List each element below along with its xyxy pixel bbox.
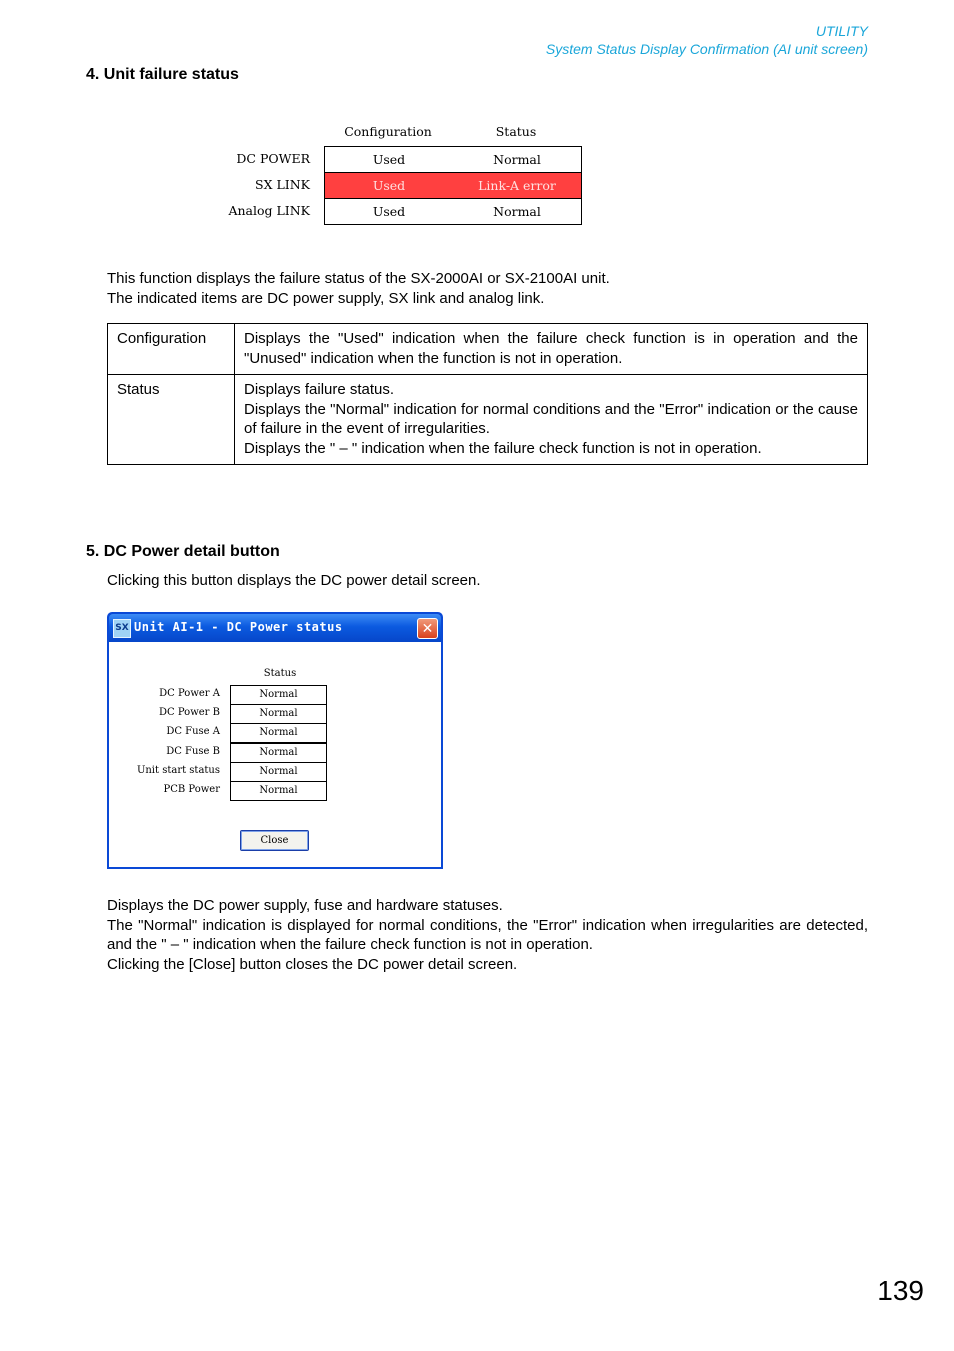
- status-column-header: Status: [495, 124, 537, 139]
- dc-power-status-dialog: [107, 612, 443, 869]
- row-label-dc-power: DC POWER: [236, 151, 310, 166]
- configuration-cell: Used: [372, 204, 406, 219]
- item-label-dc-power-a: DC Power A: [159, 688, 220, 699]
- row-label-analog-link: Analog LINK: [228, 203, 310, 218]
- intro-line: This function displays the failure status of the SX-2000AI or SX-2100AI unit.: [107, 270, 610, 287]
- description-line: The "Normal" indication is displayed for normal conditions, the "Error" indication when irregularities are detected, and the " – " indication when the failure check function is not in operation.: [107, 916, 868, 953]
- section-5-title: 5. DC Power detail button: [86, 543, 280, 560]
- header-subsection: System Status Display Confirmation (AI unit screen): [545, 41, 868, 57]
- section-5-intro: Clicking this button displays the DC power detail screen.: [107, 572, 481, 589]
- item-label-pcb-power: PCB Power: [163, 784, 220, 795]
- status-row-sx-link-error: [325, 172, 581, 198]
- close-icon[interactable]: ✕: [417, 618, 438, 639]
- description-line: Displays the DC power supply, fuse and hardware statuses.: [107, 897, 503, 914]
- item-label-dc-fuse-b: DC Fuse B: [166, 746, 220, 757]
- status-field-dc-power-a: Normal: [230, 685, 327, 705]
- header-section: UTILITY: [815, 23, 868, 39]
- status-field-unit-start-status: Normal: [230, 762, 327, 782]
- page-number: 139: [877, 1275, 924, 1306]
- running-header: [546, 22, 868, 58]
- table-row: [108, 324, 868, 375]
- table-row: [108, 375, 868, 465]
- section-4-intro: [107, 269, 868, 308]
- configuration-column-header: Configuration: [344, 124, 432, 139]
- definition-cell: [235, 324, 868, 375]
- close-button[interactable]: Close: [240, 830, 309, 851]
- status-field-pcb-power: Normal: [230, 781, 327, 801]
- row-label-sx-link: SX LINK: [255, 177, 310, 192]
- status-field-dc-power-b: Normal: [230, 704, 327, 724]
- status-column-header: Status: [263, 668, 297, 679]
- status-row-dc-power: [325, 147, 581, 172]
- status-field-dc-fuse-a: Normal: [230, 723, 327, 743]
- term-cell: Status: [108, 375, 235, 465]
- term-cell: Configuration: [108, 324, 235, 375]
- item-label-dc-power-b: DC Power B: [159, 707, 220, 718]
- dialog-titlebar[interactable]: [109, 614, 441, 642]
- description-table: [107, 323, 868, 465]
- intro-line: The indicated items are DC power supply, SX link and analog link.: [107, 289, 545, 307]
- status-row-analog-link: [325, 198, 581, 224]
- definition-line: Displays failure status.: [244, 381, 395, 398]
- definition-line: Displays the " – " indication when the failure check function is not in operation.: [244, 439, 762, 457]
- definition-cell: [235, 375, 868, 465]
- sx-app-icon: SX: [113, 619, 131, 638]
- description-line: Clicking the [Close] button closes the DC power detail screen.: [107, 955, 518, 973]
- dialog-title: Unit AI-1 - DC Power status: [134, 620, 343, 634]
- dialog-body: [109, 642, 441, 867]
- definition-line: Displays the "Used" indication when the failure check function is in operation and the "Unused" indication when the function is not in operation.: [244, 330, 858, 367]
- status-cell: Normal: [493, 204, 541, 219]
- configuration-cell: Used: [372, 152, 406, 167]
- section-4-title: 4. Unit failure status: [86, 66, 239, 83]
- item-label-unit-start-status: Unit start status: [136, 765, 220, 776]
- status-cell: Normal: [493, 152, 541, 167]
- status-field-dc-fuse-b: Normal: [230, 743, 327, 763]
- status-cell-error: Link-A error: [478, 178, 556, 193]
- configuration-cell: Used: [372, 178, 406, 193]
- item-label-dc-fuse-a: DC Fuse A: [166, 726, 220, 737]
- section-5-description: [107, 896, 868, 974]
- unit-failure-status-figure: [222, 124, 582, 224]
- status-grid: [324, 146, 582, 225]
- definition-line: Displays the "Normal" indication for normal conditions and the "Error" indication or the cause of failure in the event of irregularities.: [244, 400, 858, 437]
